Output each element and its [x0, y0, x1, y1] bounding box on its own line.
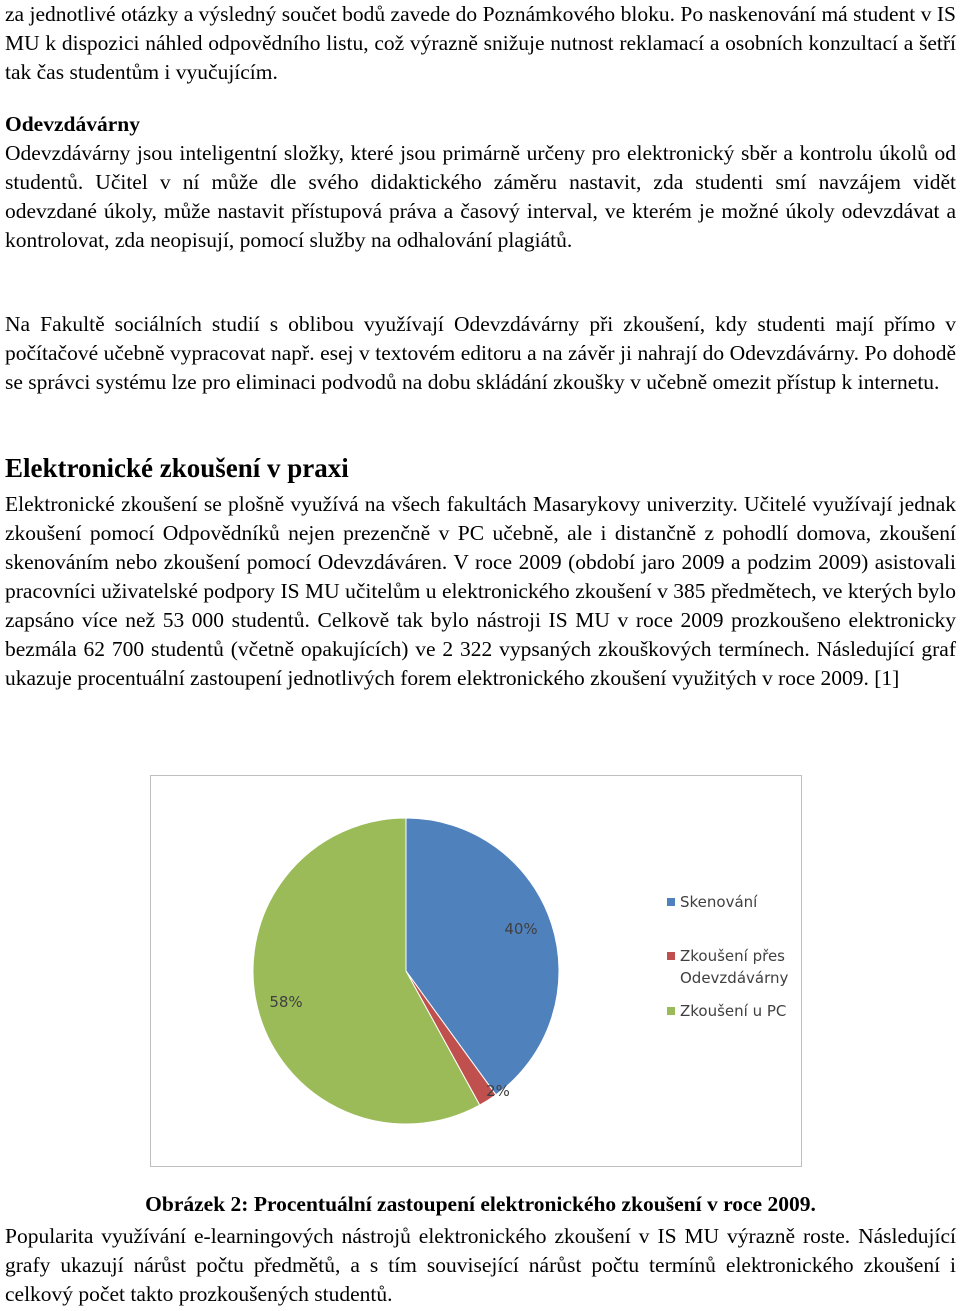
- paragraph-intro: za jednotlivé otázky a výsledný součet bodů zavede do Poznámkového bloku. Po naskenování má student v IS MU k dispozici náhled odpovědního listu, což výrazně snižuje nutnost reklamací a osobních konzultací a šetří tak čas studentům i vyučujícím.: [5, 2, 956, 84]
- paragraph-praxe: Elektronické zkoušení se plošně využívá na všech fakultách Masarykovy univerzity. Učitelé využívají jednak zkoušení pomocí Odpovědníků nejen prezenčně v PC učebně, ale i distančně z pohodlí domova, zkoušení skenováním nebo zkoušení pomocí Odevzdáváren. V roce 2009 (období jaro 2009 a podzim 2009) asistovali pracovníci uživatelské podpory IS MU učitelům u elektronického zkoušení v 385 předmětech, ve kterých bylo zapsáno více než 53 000 studentů. Celkově tak bylo nástroji IS MU v roce 2009 prozkoušeno elektronicky bezmála 62 700 studentů (včetně opakujících) ve 2 322 vypsaných zkouškových termínech. Následující graf ukazuje procentuální zastoupení jednotlivých forem elektronického zkoušení využitých v roce 2009. [1]: [5, 492, 956, 690]
- legend-label-2-line-2: Odevzdávárny: [680, 969, 789, 987]
- data-label-1: 40%: [504, 920, 538, 938]
- legend-swatch-3: [667, 1007, 675, 1015]
- paragraph-fss: Na Fakultě sociálních studií s oblibou využívají Odevzdávárny při zkoušení, kdy studenti mají přímo v počítačové učebně vypracovat např. esej v textovém editoru a na závěr ji nahrají do Odevzdávárny. Po dohodě se správci systému lze pro eliminaci podvodů na dobu skládání zkoušky v učebně omezit přístup k internetu.: [5, 312, 956, 394]
- legend-label-3: Zkoušení u PC: [680, 1002, 787, 1020]
- section-heading-odevzdavarny: Odevzdávárny: [5, 112, 140, 136]
- data-label-3: 58%: [269, 993, 303, 1011]
- pie-chart: [151, 776, 801, 1166]
- section-praxe: [5, 450, 956, 693]
- paragraph-odevzdavarny: Odevzdávárny jsou inteligentní složky, které jsou primárně určeny pro elektronický sběr a kontrolu úkolů od studentů. Učitel v ní může dle svého didaktického záměru nastavit, zda studenti smí navzájem vidět odevzdané úkoly, může nastavit přístupová práva a časový interval, ve kterém je možné úkoly odevzdávat a kontrolovat, zda neopisují, pomocí služby na odhalování plagiátů.: [5, 141, 956, 252]
- section-heading-praxe: Elektronické zkoušení v praxi: [5, 453, 349, 483]
- legend-swatch-2: [667, 952, 675, 960]
- pie-chart-frame: [150, 775, 802, 1167]
- section-odevzdavarny: [5, 110, 956, 255]
- figure-caption: Obrázek 2: Procentuální zastoupení elektronického zkoušení v roce 2009.: [145, 1191, 816, 1216]
- paragraph-popularity: Popularita využívání e-learningových nástrojů elektronického zkoušení v IS MU výrazně roste. Následující grafy ukazují nárůst počtu předmětů, a s tím související nárůst počtu termínů elektronického zkoušení i celkový počet takto prozkoušených studentů.: [5, 1224, 956, 1306]
- data-label-2: 2%: [486, 1082, 510, 1100]
- legend-swatch-1: [667, 898, 675, 906]
- legend-label-2-line-1: Zkoušení přes: [680, 947, 785, 965]
- legend-label-1: Skenování: [680, 893, 758, 911]
